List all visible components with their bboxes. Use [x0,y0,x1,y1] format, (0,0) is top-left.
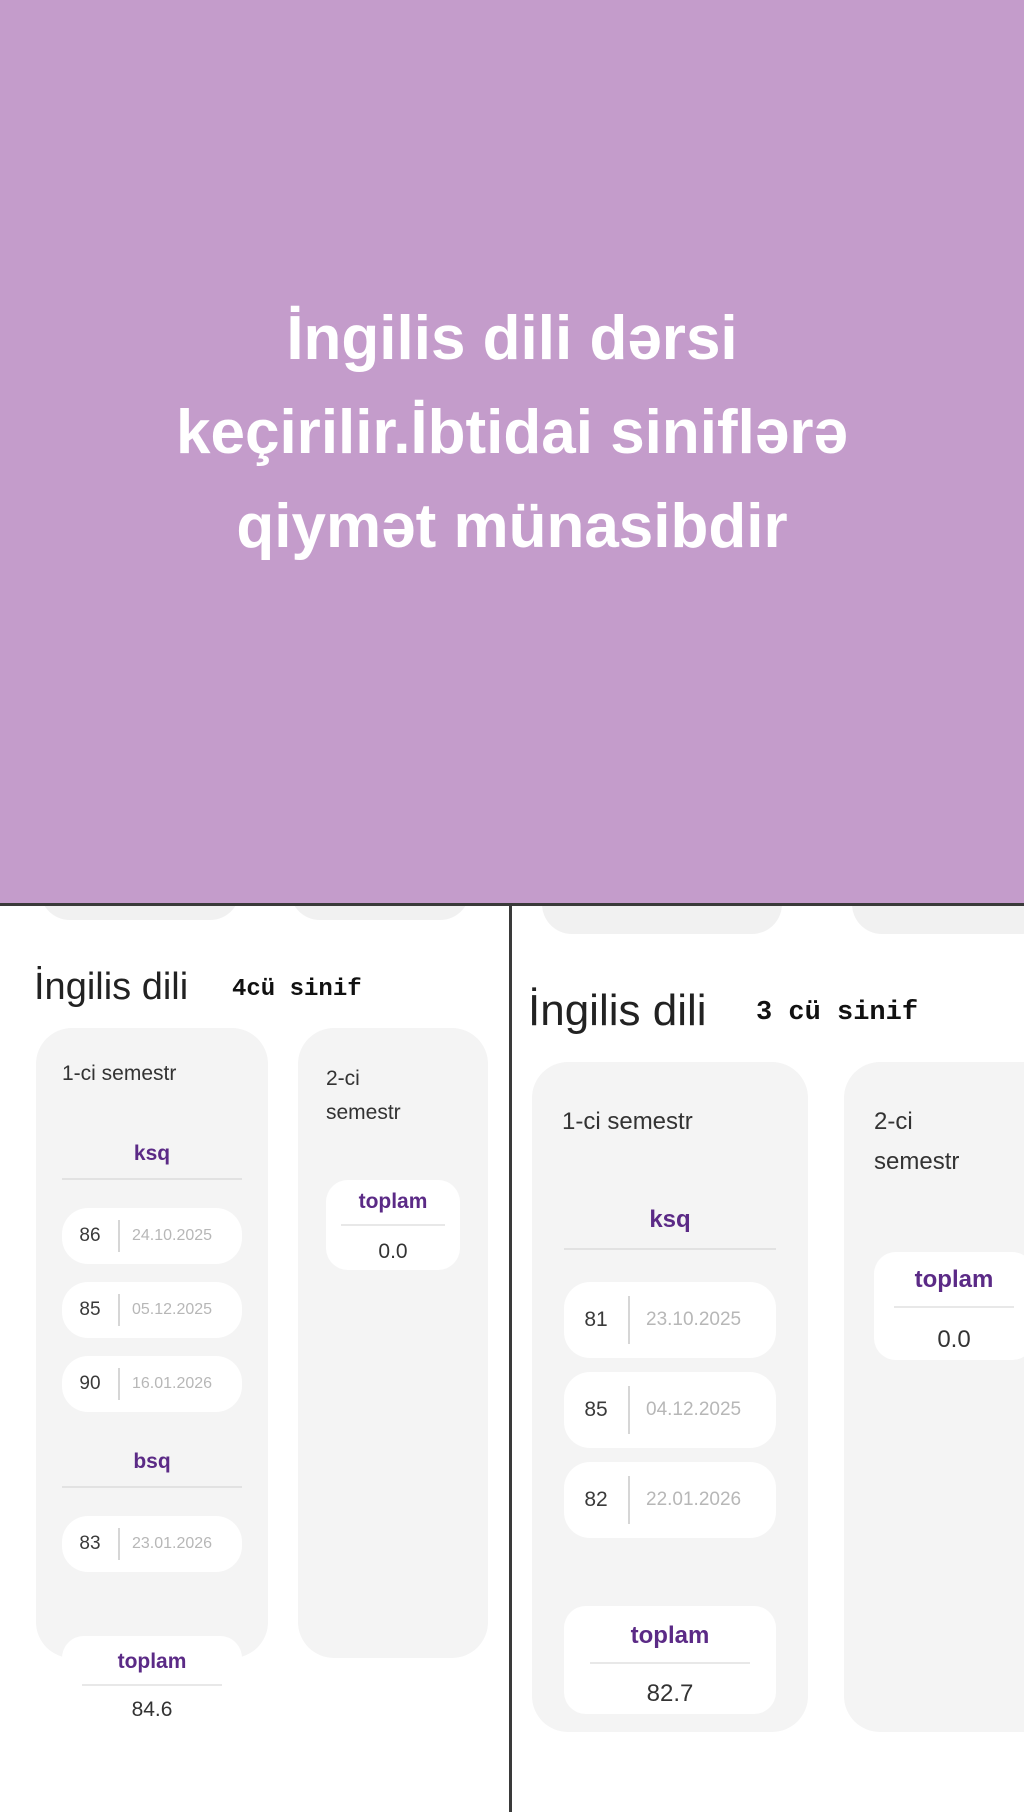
left-screenshot-panel [0,906,509,1812]
grade-pill[interactable] [564,1282,776,1358]
grade-pill[interactable] [564,1372,776,1448]
semester-1-card [36,1028,268,1658]
semester-heading: 1-ci semestr [562,1108,693,1135]
semester-1-card [532,1062,808,1732]
grade-date: 23.10.2025 [646,1309,742,1330]
pill-separator [628,1476,630,1524]
total-label: toplam [117,1650,187,1673]
grade-score: 85 [79,1299,101,1320]
banner-line-2: keçirilir.İbtidai siniflərə [176,397,848,467]
semester-heading [874,1102,959,1182]
semester-2-total [874,1252,1024,1360]
pill-separator [118,1294,120,1326]
total-value: 82.7 [646,1680,694,1707]
divider [62,1178,242,1180]
grade-tag: 4cü sinif [232,976,362,1003]
grade-date: 24.10.2025 [132,1227,213,1244]
right-screenshot-panel [512,906,1024,1812]
divider [564,1248,776,1250]
semester-heading-line: semestr [874,1148,960,1175]
ksq-label: ksq [133,1142,171,1165]
grade-pill[interactable] [564,1462,776,1538]
grade-pill[interactable] [62,1356,242,1412]
semester-2-card [298,1028,488,1658]
pill-separator [118,1368,120,1400]
grade-date: 04.12.2025 [646,1399,742,1420]
subject-title: İngilis dili [34,966,189,1008]
grade-date: 05.12.2025 [132,1301,213,1318]
ksq-label: ksq [649,1206,691,1233]
semester-1-total [62,1636,242,1728]
total-label: toplam [358,1190,428,1213]
banner-line-3: qiymət münasibdir [236,491,788,561]
grade-score: 81 [584,1308,608,1331]
total-label: toplam [914,1266,994,1293]
grade-score: 83 [79,1533,101,1554]
grade-score: 82 [584,1488,608,1511]
semester-heading: 1-ci semestr [62,1062,177,1085]
grade-score: 85 [584,1398,608,1421]
grade-tag: 3 cü sinif [756,998,919,1028]
semester-heading-line: 2-ci [326,1067,360,1090]
pill-separator [628,1386,630,1434]
divider [590,1662,750,1664]
grade-date: 23.01.2026 [132,1535,213,1552]
semester-heading-line: 2-ci [874,1108,913,1135]
grade-date: 22.01.2026 [646,1489,742,1510]
grade-pill[interactable] [62,1516,242,1572]
divider [62,1486,242,1488]
bsq-label: bsq [133,1450,171,1473]
semester-heading-line: semestr [326,1101,401,1124]
semester-2-card [844,1062,1024,1732]
pill-separator [628,1296,630,1344]
grade-pill[interactable] [62,1208,242,1264]
total-value: 0.0 [937,1326,971,1353]
total-label: toplam [630,1622,710,1649]
total-value: 0.0 [378,1240,408,1263]
promo-banner [0,0,1024,903]
total-value: 84.6 [131,1698,173,1721]
divider [894,1306,1014,1308]
grade-date: 16.01.2026 [132,1375,213,1392]
grade-score: 86 [79,1225,101,1246]
partial-card-top [542,906,782,934]
semester-heading [326,1062,401,1130]
semester-2-total [326,1180,460,1270]
partial-card-top [852,906,1024,934]
subject-title: İngilis dili [528,986,707,1035]
banner-line-1: İngilis dili dərsi [286,303,738,373]
grade-score: 90 [79,1373,101,1394]
banner-text [72,292,952,574]
divider [341,1224,445,1226]
pill-separator [118,1528,120,1560]
semester-1-total [564,1606,776,1714]
partial-card-top [40,906,240,920]
pill-separator [118,1220,120,1252]
grade-pill[interactable] [62,1282,242,1338]
divider [82,1684,222,1686]
partial-card-top [290,906,470,920]
